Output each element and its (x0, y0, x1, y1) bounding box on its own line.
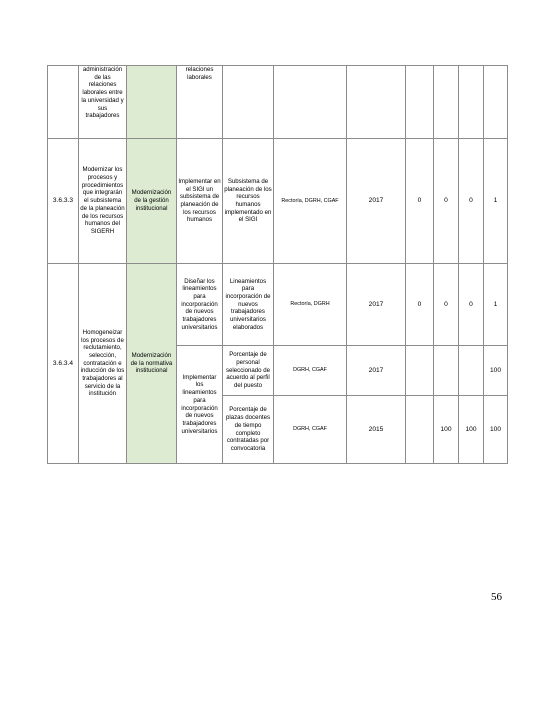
objective-cell: administración de las relaciones laborales entre la universidad y sus trabajadores (79, 66, 127, 139)
responsible-cell: Rectoría, DGRH, CGAF (274, 139, 347, 264)
objective-cell: Modernizar los procesos y procedimientos que integrarán el subsistema de la planeación de los recursos humanos del SIGERH (79, 139, 127, 264)
id-cell: 3.6.3.3 (48, 139, 79, 264)
value-cell (434, 66, 459, 139)
id-cell (48, 66, 79, 139)
table-row (48, 66, 508, 139)
value-cell: 100 (459, 396, 484, 464)
value-cell (459, 346, 484, 396)
table-row (48, 264, 508, 346)
indicator-cell: Porcentaje de personal seleccionado de acuerdo al perfil del puesto (223, 346, 274, 396)
year-cell: 2017 (347, 264, 406, 346)
value-cell: 100 (434, 396, 459, 464)
strategy-cell: Implementar los lineamientos para incorporación de nuevos trabajadores universitarios (177, 346, 223, 464)
value-cell (406, 346, 434, 396)
value-cell: 1 (484, 139, 508, 264)
program-cell (127, 66, 177, 139)
indicator-cell: Lineamientos para incorporación de nuevos trabajadores universitarios elaborados (223, 264, 274, 346)
value-cell: 0 (459, 139, 484, 264)
value-cell: 0 (406, 264, 434, 346)
value-cell: 1 (484, 264, 508, 346)
indicator-cell: Subsistema de planeación de los recursos humanos implementado en el SIGI (223, 139, 274, 264)
value-cell: 0 (434, 264, 459, 346)
indicator-cell (223, 66, 274, 139)
value-cell: 0 (434, 139, 459, 264)
strategy-cell: Implementar en el SIGI un subsistema de planeación de los recursos humanos (177, 139, 223, 264)
responsible-cell: DGRH, CGAF (274, 346, 347, 396)
program-cell: Modernización de la normativa institucional (127, 264, 177, 464)
value-cell (459, 66, 484, 139)
responsible-cell: DGRH, CGAF (274, 396, 347, 464)
strategy-cell: Diseñar los lineamientos para incorporación de nuevos trabajadores universitarios (177, 264, 223, 346)
table-row (48, 139, 508, 264)
value-cell: 0 (459, 264, 484, 346)
year-cell (347, 66, 406, 139)
value-cell (434, 346, 459, 396)
responsible-cell: Rectoría, DGRH (274, 264, 347, 346)
indicators-table (47, 65, 508, 464)
program-cell: Modernización de la gestión institucional (127, 139, 177, 264)
page-number: 56 (491, 591, 502, 603)
year-cell: 2017 (347, 139, 406, 264)
value-cell: 0 (406, 139, 434, 264)
objective-cell: Homogeneizar los procesos de reclutamiento, selección, contratación e inducción de los trabajadores al servicio de la institución (79, 264, 127, 464)
year-cell: 2017 (347, 346, 406, 396)
value-cell (484, 66, 508, 139)
indicator-cell: Porcentaje de plazas docentes de tiempo completo contratadas por convocatoria (223, 396, 274, 464)
value-cell: 100 (484, 396, 508, 464)
responsible-cell (274, 66, 347, 139)
value-cell (406, 66, 434, 139)
id-cell: 3.6.3.4 (48, 264, 79, 464)
value-cell: 100 (484, 346, 508, 396)
strategy-cell: relaciones laborales (177, 66, 223, 139)
year-cell: 2015 (347, 396, 406, 464)
value-cell (406, 396, 434, 464)
